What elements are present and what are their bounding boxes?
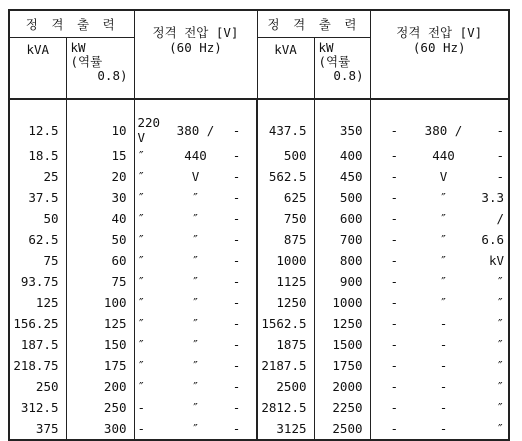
voltage-380-440-cell: 380 / [424,122,463,138]
power-factor-label: (역률 [318,54,351,69]
voltage-220-cell: ″ [137,148,146,163]
voltage-col3-cell: - [217,115,257,145]
voltage-col3-cell: - [217,229,257,250]
kw-column-header [314,38,370,100]
kva-cell: 25 [9,166,66,187]
table-row [9,115,509,145]
table-row [9,334,509,355]
voltage-col3-cell: - [217,334,257,355]
kw-cell: 15 [66,145,134,166]
voltage-220-cell: - [390,400,399,415]
table-row [9,145,509,166]
voltage-col3-cell: - [217,187,257,208]
voltage-220-cell: - [390,295,399,310]
voltage-col3-cell: - [217,271,257,292]
kw-cell: 50 [66,229,134,250]
spacer-cell [314,99,370,115]
power-factor-value: 0.8) [97,68,128,83]
voltage-high-cell: - [496,122,504,138]
kva-cell: 2812.5 [257,397,314,418]
spacer-row [9,99,509,115]
voltage-380-440-cell: V [439,169,448,184]
voltage-380-440-cell: ″ [191,379,200,394]
kva-column-header: kVA [257,38,314,100]
kva-cell: 437.5 [257,115,314,145]
kva-cell: 2187.5 [257,355,314,376]
voltage-380-440-cell: - [439,316,448,331]
voltage-220-cell: - [390,358,399,373]
kva-cell: 18.5 [9,145,66,166]
kw-cell: 30 [66,187,134,208]
kva-cell: 75 [9,250,66,271]
voltage-220-cell: - [390,253,399,268]
voltage-high-cell: ″ [496,274,504,289]
kva-cell: 12.5 [9,115,66,145]
power-factor-value: 0.8) [333,68,364,83]
voltage-high-cell: kV [488,253,504,268]
table-row [9,418,509,440]
kw-cell: 2000 [314,376,370,397]
voltage-220-cell: - [390,421,399,436]
kw-cell: 900 [314,271,370,292]
kva-cell: 50 [9,208,66,229]
voltage-220-cell: - [137,421,146,436]
table-row [9,355,509,376]
kva-cell: 1125 [257,271,314,292]
voltage-380-440-cell: ″ [439,253,448,268]
kw-cell: 60 [66,250,134,271]
table-row [9,250,509,271]
table-row [9,229,509,250]
voltage-220-cell: ″ [137,211,146,226]
kva-cell: 93.75 [9,271,66,292]
voltage-380-440-cell: - [439,421,448,436]
kw-cell: 150 [66,334,134,355]
kva-cell: 2500 [257,376,314,397]
kw-cell: 450 [314,166,370,187]
power-factor-label: (역률 [70,54,103,69]
voltage-col3-cell: - [217,292,257,313]
voltage-high-cell: / [496,211,504,226]
kva-cell: 156.25 [9,313,66,334]
kw-cell: 250 [66,397,134,418]
voltage-220-cell: - [390,274,399,289]
kw-cell: 10 [66,115,134,145]
voltage-380-440-cell: - [439,337,448,352]
spacer-cell [418,99,469,115]
kva-cell: 875 [257,229,314,250]
kw-cell: 700 [314,229,370,250]
kw-unit: kW [70,40,86,55]
voltage-380-440-cell: ″ [439,190,448,205]
voltage-220-cell: ″ [137,190,146,205]
voltage-220-cell: ″ [137,295,146,310]
kw-cell: 2500 [314,418,370,440]
spacer-cell [174,99,217,115]
voltage-220-cell: ″ [137,337,146,352]
voltage-380-440-cell: ″ [191,295,200,310]
voltage-220-cell: - [390,122,399,138]
voltage-220-cell: 220 V [137,115,161,145]
kw-cell: 500 [314,187,370,208]
kw-cell: 75 [66,271,134,292]
voltage-380-440-cell: - [439,379,448,394]
kva-cell: 562.5 [257,166,314,187]
voltage-220-cell: ″ [137,253,146,268]
voltage-220-cell: ″ [137,358,146,373]
spacer-cell [469,99,509,115]
kw-cell: 600 [314,208,370,229]
spacer-cell [66,99,134,115]
voltage-380-440-cell: ″ [191,274,200,289]
voltage-380-440-cell: ″ [191,232,200,247]
voltage-220-cell: - [390,316,399,331]
kva-cell: 750 [257,208,314,229]
table-row [9,292,509,313]
voltage-high-cell: ″ [496,295,504,310]
kva-cell: 218.75 [9,355,66,376]
voltage-220-cell: - [390,148,399,163]
table-row [9,208,509,229]
kva-cell: 250 [9,376,66,397]
rated-voltage-label: 정격 전압 [V] [152,25,239,40]
voltage-col3-cell: - [217,166,257,187]
voltage-col3-cell: - [217,355,257,376]
kw-cell: 400 [314,145,370,166]
voltage-380-440-cell: - [439,400,448,415]
voltage-col3-cell: - [217,313,257,334]
voltage-380-440-cell: 440 [184,148,207,163]
kw-cell: 300 [66,418,134,440]
frequency-label: (60 Hz) [169,40,222,55]
voltage-380-440-cell: V [191,169,200,184]
kva-cell: 625 [257,187,314,208]
kva-cell: 3125 [257,418,314,440]
voltage-380-440-cell: ″ [191,316,200,331]
kva-cell: 1000 [257,250,314,271]
voltage-220-cell: ″ [137,274,146,289]
voltage-380-440-cell: ″ [191,337,200,352]
table-body [9,99,509,440]
voltage-220-cell: - [390,169,399,184]
voltage-380-440-cell: ″ [439,274,448,289]
voltage-380-440-cell: ″ [191,400,200,415]
table-row [9,166,509,187]
kw-cell: 40 [66,208,134,229]
spacer-cell [9,99,66,115]
kva-cell: 187.5 [9,334,66,355]
voltage-380-440-cell: 440 [432,148,455,163]
voltage-col3-cell: - [217,397,257,418]
voltage-380-440-cell: ″ [191,190,200,205]
voltage-high-cell: ″ [496,400,504,415]
kva-cell: 125 [9,292,66,313]
voltage-380-440-cell: ″ [439,295,448,310]
voltage-col3-cell: - [217,208,257,229]
table-row [9,313,509,334]
voltage-high-cell: - [496,169,504,184]
rated-output-table [8,9,510,441]
voltage-high-cell: 3.3 [481,190,504,205]
voltage-220-cell: ″ [137,379,146,394]
spacer-cell [257,99,314,115]
voltage-380-440-cell: ″ [191,421,200,436]
voltage-col3-cell: - [217,376,257,397]
spacer-cell [370,99,418,115]
voltage-380-440-cell: ″ [191,358,200,373]
kw-cell: 100 [66,292,134,313]
voltage-col3-cell: - [217,418,257,440]
voltage-380-440-cell: ″ [191,211,200,226]
voltage-380-440-cell: - [439,358,448,373]
kw-cell: 200 [66,376,134,397]
voltage-col3-cell: - [217,145,257,166]
rated-voltage-header-left [134,10,257,99]
voltage-220-cell: - [390,190,399,205]
table-row [9,187,509,208]
voltage-380-440-cell: ″ [439,232,448,247]
voltage-220-cell: - [137,400,146,415]
voltage-high-cell: 6.6 [481,232,504,247]
kva-cell: 1875 [257,334,314,355]
kw-cell: 20 [66,166,134,187]
kw-cell: 1250 [314,313,370,334]
kw-cell: 175 [66,355,134,376]
rated-output-header-right: 정 격 출 력 [257,10,370,38]
kva-cell: 375 [9,418,66,440]
voltage-col3-cell: - [217,250,257,271]
voltage-high-cell: ″ [496,337,504,352]
voltage-high-cell: - [496,148,504,163]
kva-column-header: kVA [9,38,66,100]
kva-cell: 312.5 [9,397,66,418]
voltage-220-cell: ″ [137,316,146,331]
voltage-high-cell: ″ [496,358,504,373]
kva-cell: 500 [257,145,314,166]
table-row [9,271,509,292]
kva-cell: 37.5 [9,187,66,208]
kw-cell: 800 [314,250,370,271]
spacer-cell [217,99,257,115]
kw-column-header [66,38,134,100]
voltage-220-cell: - [390,379,399,394]
kva-cell: 1562.5 [257,313,314,334]
voltage-220-cell: - [390,211,399,226]
frequency-label: (60 Hz) [412,40,466,55]
rated-voltage-header-right [370,10,509,99]
table-row [9,397,509,418]
voltage-high-cell: ″ [496,316,504,331]
kw-cell: 1750 [314,355,370,376]
voltage-220-cell: ″ [137,232,146,247]
voltage-380-440-cell: ″ [439,211,448,226]
rated-output-header-left: 정 격 출 력 [9,10,134,38]
kw-unit: kW [318,40,334,55]
voltage-high-cell: ″ [496,379,504,394]
kw-cell: 1000 [314,292,370,313]
kw-cell: 2250 [314,397,370,418]
voltage-220-cell: - [390,337,399,352]
voltage-380-440-cell: ″ [191,253,200,268]
kw-cell: 350 [314,115,370,145]
voltage-220-cell: - [390,232,399,247]
kw-cell: 125 [66,313,134,334]
spacer-cell [134,99,174,115]
kw-cell: 1500 [314,334,370,355]
voltage-220-cell: ″ [137,169,146,184]
voltage-380-440-cell: 380 / [176,122,215,138]
table-row [9,376,509,397]
kva-cell: 1250 [257,292,314,313]
rated-voltage-label: 정격 전압 [V] [396,25,483,40]
kva-cell: 62.5 [9,229,66,250]
voltage-high-cell: ″ [496,421,504,436]
